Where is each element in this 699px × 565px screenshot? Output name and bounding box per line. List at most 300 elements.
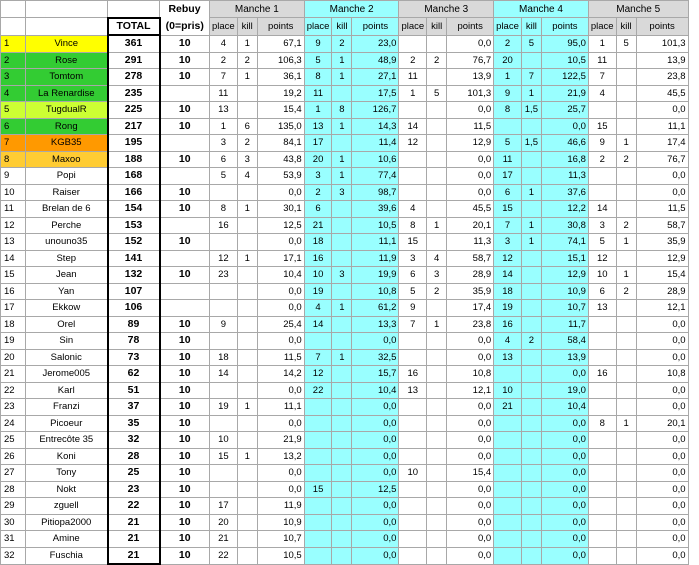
- m5-kill-cell[interactable]: [616, 514, 636, 531]
- m5-points-cell[interactable]: 58,7: [636, 217, 688, 234]
- m3-points-cell[interactable]: 0,0: [447, 448, 494, 465]
- m3-kill-cell[interactable]: [427, 151, 447, 168]
- m1-kill-cell[interactable]: [237, 382, 257, 399]
- m4-kill-cell[interactable]: 1: [521, 184, 541, 201]
- m1-kill-cell[interactable]: [237, 349, 257, 366]
- m5-kill-cell[interactable]: [616, 316, 636, 333]
- rank-cell[interactable]: 30: [1, 514, 26, 531]
- m2-points-cell[interactable]: 13,3: [352, 316, 399, 333]
- m1-kill-cell[interactable]: [237, 217, 257, 234]
- m2-place-cell[interactable]: 22: [304, 382, 332, 399]
- m1-kill-cell[interactable]: 3: [237, 151, 257, 168]
- m1-place-cell[interactable]: 12: [210, 250, 238, 267]
- rank-cell[interactable]: 27: [1, 465, 26, 482]
- m5-place-cell[interactable]: 15: [588, 118, 616, 135]
- m2-place-cell[interactable]: 6: [304, 201, 332, 218]
- m4-points-cell[interactable]: 11,7: [541, 316, 588, 333]
- player-name-cell[interactable]: Perche: [26, 217, 108, 234]
- m3-points-cell[interactable]: 17,4: [447, 300, 494, 317]
- m2-place-cell[interactable]: 21: [304, 217, 332, 234]
- player-name-cell[interactable]: zguell: [26, 498, 108, 515]
- m5-place-cell[interactable]: [588, 102, 616, 119]
- m1-points-cell[interactable]: 0,0: [257, 184, 304, 201]
- m5-kill-cell[interactable]: [616, 465, 636, 482]
- m5-place-cell[interactable]: 2: [588, 151, 616, 168]
- m4-kill-cell[interactable]: [521, 250, 541, 267]
- m4-points-cell[interactable]: 25,7: [541, 102, 588, 119]
- rank-cell[interactable]: 11: [1, 201, 26, 218]
- player-name-cell[interactable]: Vince: [26, 35, 108, 52]
- m5-kill-cell[interactable]: [616, 382, 636, 399]
- m3-kill-cell[interactable]: [427, 399, 447, 416]
- rank-cell[interactable]: 26: [1, 448, 26, 465]
- rank-cell[interactable]: 15: [1, 267, 26, 284]
- m4-points-cell[interactable]: 10,7: [541, 300, 588, 317]
- m3-place-cell[interactable]: [399, 399, 427, 416]
- rank-cell[interactable]: 31: [1, 531, 26, 548]
- player-name-cell[interactable]: Jean: [26, 267, 108, 284]
- m2-place-cell[interactable]: 1: [304, 102, 332, 119]
- total-cell[interactable]: 37: [108, 399, 160, 416]
- player-name-cell[interactable]: Franzi: [26, 399, 108, 416]
- player-name-cell[interactable]: Ekkow: [26, 300, 108, 317]
- m5-kill-cell[interactable]: [616, 498, 636, 515]
- m2-points-cell[interactable]: 0,0: [352, 333, 399, 350]
- m1-place-cell[interactable]: [210, 382, 238, 399]
- m2-place-cell[interactable]: 10: [304, 267, 332, 284]
- m1-place-cell[interactable]: 11: [210, 85, 238, 102]
- rank-cell[interactable]: 23: [1, 399, 26, 416]
- total-cell[interactable]: 21: [108, 547, 160, 564]
- m5-kill-cell[interactable]: [616, 184, 636, 201]
- m2-points-cell[interactable]: 0,0: [352, 432, 399, 449]
- player-name-cell[interactable]: Rong: [26, 118, 108, 135]
- m2-points-cell[interactable]: 61,2: [352, 300, 399, 317]
- m4-points-cell[interactable]: 30,8: [541, 217, 588, 234]
- rank-cell[interactable]: 6: [1, 118, 26, 135]
- m5-place-cell[interactable]: 16: [588, 366, 616, 383]
- m4-points-cell[interactable]: 10,5: [541, 52, 588, 69]
- m2-points-cell[interactable]: 0,0: [352, 465, 399, 482]
- rebuy-cell[interactable]: 10: [160, 382, 210, 399]
- m2-points-cell[interactable]: 48,9: [352, 52, 399, 69]
- m3-kill-cell[interactable]: [427, 547, 447, 564]
- total-cell[interactable]: 278: [108, 69, 160, 86]
- m4-place-cell[interactable]: 13: [494, 349, 522, 366]
- m2-place-cell[interactable]: 7: [304, 349, 332, 366]
- m1-points-cell[interactable]: 10,4: [257, 267, 304, 284]
- m1-place-cell[interactable]: 16: [210, 217, 238, 234]
- rank-cell[interactable]: 21: [1, 366, 26, 383]
- m4-place-cell[interactable]: [494, 531, 522, 548]
- m4-place-cell[interactable]: 1: [494, 69, 522, 86]
- m3-place-cell[interactable]: [399, 102, 427, 119]
- m1-points-cell[interactable]: 21,9: [257, 432, 304, 449]
- m4-points-cell[interactable]: 15,1: [541, 250, 588, 267]
- m3-points-cell[interactable]: 58,7: [447, 250, 494, 267]
- m4-kill-cell[interactable]: 1,5: [521, 135, 541, 152]
- m3-points-cell[interactable]: 23,8: [447, 316, 494, 333]
- m2-place-cell[interactable]: 20: [304, 151, 332, 168]
- rebuy-cell[interactable]: [160, 168, 210, 185]
- m2-place-cell[interactable]: [304, 399, 332, 416]
- m5-place-cell[interactable]: [588, 316, 616, 333]
- m4-place-cell[interactable]: 20: [494, 52, 522, 69]
- m5-kill-cell[interactable]: [616, 52, 636, 69]
- m4-points-cell[interactable]: 21,9: [541, 85, 588, 102]
- m2-place-cell[interactable]: [304, 432, 332, 449]
- rank-cell[interactable]: 14: [1, 250, 26, 267]
- m5-place-cell[interactable]: [588, 382, 616, 399]
- m1-kill-cell[interactable]: [237, 333, 257, 350]
- m5-kill-cell[interactable]: [616, 300, 636, 317]
- rebuy-cell[interactable]: [160, 300, 210, 317]
- m1-place-cell[interactable]: 9: [210, 316, 238, 333]
- rank-cell[interactable]: 10: [1, 184, 26, 201]
- m1-points-cell[interactable]: 11,1: [257, 399, 304, 416]
- m2-points-cell[interactable]: 32,5: [352, 349, 399, 366]
- m4-kill-cell[interactable]: [521, 267, 541, 284]
- m1-place-cell[interactable]: 1: [210, 118, 238, 135]
- m3-points-cell[interactable]: 0,0: [447, 151, 494, 168]
- m5-place-cell[interactable]: [588, 399, 616, 416]
- m2-place-cell[interactable]: [304, 531, 332, 548]
- player-name-cell[interactable]: Karl: [26, 382, 108, 399]
- rebuy-cell[interactable]: 10: [160, 498, 210, 515]
- m4-kill-cell[interactable]: [521, 151, 541, 168]
- rebuy-cell[interactable]: [160, 217, 210, 234]
- rebuy-cell[interactable]: 10: [160, 184, 210, 201]
- m3-points-cell[interactable]: 35,9: [447, 283, 494, 300]
- m3-place-cell[interactable]: 16: [399, 366, 427, 383]
- rank-cell[interactable]: 3: [1, 69, 26, 86]
- m4-points-cell[interactable]: 11,3: [541, 168, 588, 185]
- m4-points-cell[interactable]: 0,0: [541, 366, 588, 383]
- player-name-cell[interactable]: Step: [26, 250, 108, 267]
- m2-kill-cell[interactable]: 3: [332, 267, 352, 284]
- m4-points-cell[interactable]: 58,4: [541, 333, 588, 350]
- m2-place-cell[interactable]: 4: [304, 300, 332, 317]
- m1-place-cell[interactable]: 7: [210, 69, 238, 86]
- m3-kill-cell[interactable]: [427, 69, 447, 86]
- m3-kill-cell[interactable]: [427, 135, 447, 152]
- m2-kill-cell[interactable]: 8: [332, 102, 352, 119]
- m2-place-cell[interactable]: 13: [304, 118, 332, 135]
- m3-points-cell[interactable]: 0,0: [447, 168, 494, 185]
- m2-kill-cell[interactable]: [332, 382, 352, 399]
- total-cell[interactable]: 225: [108, 102, 160, 119]
- m1-kill-cell[interactable]: [237, 234, 257, 251]
- m3-place-cell[interactable]: 9: [399, 300, 427, 317]
- total-cell[interactable]: 28: [108, 448, 160, 465]
- m2-place-cell[interactable]: 2: [304, 184, 332, 201]
- total-cell[interactable]: 361: [108, 35, 160, 52]
- m1-points-cell[interactable]: 36,1: [257, 69, 304, 86]
- m3-kill-cell[interactable]: [427, 432, 447, 449]
- m2-kill-cell[interactable]: [332, 333, 352, 350]
- m3-points-cell[interactable]: 45,5: [447, 201, 494, 218]
- total-cell[interactable]: 107: [108, 283, 160, 300]
- m3-kill-cell[interactable]: [427, 349, 447, 366]
- m5-place-cell[interactable]: 7: [588, 69, 616, 86]
- m4-kill-cell[interactable]: 1: [521, 85, 541, 102]
- m1-place-cell[interactable]: [210, 300, 238, 317]
- m3-kill-cell[interactable]: [427, 465, 447, 482]
- m3-kill-cell[interactable]: [427, 184, 447, 201]
- m1-place-cell[interactable]: [210, 283, 238, 300]
- m4-points-cell[interactable]: 0,0: [541, 514, 588, 531]
- m5-kill-cell[interactable]: [616, 250, 636, 267]
- m3-kill-cell[interactable]: [427, 448, 447, 465]
- m4-place-cell[interactable]: 16: [494, 316, 522, 333]
- m1-kill-cell[interactable]: [237, 283, 257, 300]
- m1-points-cell[interactable]: 0,0: [257, 481, 304, 498]
- m1-kill-cell[interactable]: [237, 300, 257, 317]
- m3-kill-cell[interactable]: [427, 102, 447, 119]
- m4-points-cell[interactable]: 12,9: [541, 267, 588, 284]
- m1-place-cell[interactable]: [210, 415, 238, 432]
- m5-kill-cell[interactable]: 2: [616, 217, 636, 234]
- m2-kill-cell[interactable]: [332, 498, 352, 515]
- m2-points-cell[interactable]: 0,0: [352, 531, 399, 548]
- m4-kill-cell[interactable]: [521, 415, 541, 432]
- m1-kill-cell[interactable]: [237, 415, 257, 432]
- m3-place-cell[interactable]: [399, 415, 427, 432]
- m1-place-cell[interactable]: 8: [210, 201, 238, 218]
- m5-kill-cell[interactable]: [616, 366, 636, 383]
- total-cell[interactable]: 21: [108, 514, 160, 531]
- m3-kill-cell[interactable]: [427, 300, 447, 317]
- m2-kill-cell[interactable]: [332, 85, 352, 102]
- m5-kill-cell[interactable]: [616, 85, 636, 102]
- m1-points-cell[interactable]: 10,5: [257, 547, 304, 564]
- m4-place-cell[interactable]: 4: [494, 333, 522, 350]
- m4-kill-cell[interactable]: [521, 300, 541, 317]
- m4-kill-cell[interactable]: 1,5: [521, 102, 541, 119]
- m2-kill-cell[interactable]: [332, 514, 352, 531]
- m1-place-cell[interactable]: 3: [210, 135, 238, 152]
- total-cell[interactable]: 62: [108, 366, 160, 383]
- m5-place-cell[interactable]: [588, 448, 616, 465]
- m4-place-cell[interactable]: [494, 432, 522, 449]
- m4-place-cell[interactable]: 3: [494, 234, 522, 251]
- m2-place-cell[interactable]: [304, 448, 332, 465]
- m3-place-cell[interactable]: [399, 514, 427, 531]
- rebuy-cell[interactable]: 10: [160, 465, 210, 482]
- m1-kill-cell[interactable]: 2: [237, 52, 257, 69]
- m5-points-cell[interactable]: 101,3: [636, 35, 688, 52]
- m4-kill-cell[interactable]: [521, 349, 541, 366]
- m5-place-cell[interactable]: [588, 184, 616, 201]
- m1-points-cell[interactable]: 106,3: [257, 52, 304, 69]
- m5-place-cell[interactable]: 6: [588, 283, 616, 300]
- rank-cell[interactable]: 7: [1, 135, 26, 152]
- m1-kill-cell[interactable]: [237, 432, 257, 449]
- m3-place-cell[interactable]: [399, 531, 427, 548]
- m1-kill-cell[interactable]: 1: [237, 250, 257, 267]
- m3-place-cell[interactable]: [399, 184, 427, 201]
- m2-place-cell[interactable]: [304, 547, 332, 564]
- rebuy-cell[interactable]: 10: [160, 102, 210, 119]
- rebuy-cell[interactable]: 10: [160, 118, 210, 135]
- m3-place-cell[interactable]: 6: [399, 267, 427, 284]
- m2-kill-cell[interactable]: [332, 531, 352, 548]
- m4-place-cell[interactable]: [494, 547, 522, 564]
- m5-kill-cell[interactable]: [616, 448, 636, 465]
- m5-points-cell[interactable]: 15,4: [636, 267, 688, 284]
- m2-kill-cell[interactable]: [332, 481, 352, 498]
- m3-place-cell[interactable]: [399, 35, 427, 52]
- m2-place-cell[interactable]: [304, 333, 332, 350]
- player-name-cell[interactable]: Jerome005: [26, 366, 108, 383]
- m5-kill-cell[interactable]: 2: [616, 151, 636, 168]
- m1-points-cell[interactable]: 84,1: [257, 135, 304, 152]
- m4-kill-cell[interactable]: [521, 118, 541, 135]
- m5-kill-cell[interactable]: [616, 201, 636, 218]
- m4-place-cell[interactable]: 18: [494, 283, 522, 300]
- m3-kill-cell[interactable]: 1: [427, 217, 447, 234]
- m4-place-cell[interactable]: 21: [494, 399, 522, 416]
- m5-points-cell[interactable]: 12,9: [636, 250, 688, 267]
- m3-place-cell[interactable]: [399, 498, 427, 515]
- m2-points-cell[interactable]: 10,8: [352, 283, 399, 300]
- m2-points-cell[interactable]: 17,5: [352, 85, 399, 102]
- m4-points-cell[interactable]: 0,0: [541, 498, 588, 515]
- m4-place-cell[interactable]: [494, 415, 522, 432]
- player-name-cell[interactable]: unouno35: [26, 234, 108, 251]
- m5-kill-cell[interactable]: [616, 399, 636, 416]
- m3-kill-cell[interactable]: 4: [427, 250, 447, 267]
- m5-place-cell[interactable]: [588, 465, 616, 482]
- m3-kill-cell[interactable]: [427, 498, 447, 515]
- total-cell[interactable]: 106: [108, 300, 160, 317]
- m3-points-cell[interactable]: 0,0: [447, 349, 494, 366]
- player-name-cell[interactable]: Amine: [26, 531, 108, 548]
- rebuy-cell[interactable]: [160, 250, 210, 267]
- m1-place-cell[interactable]: 19: [210, 399, 238, 416]
- m4-place-cell[interactable]: [494, 448, 522, 465]
- rank-cell[interactable]: 13: [1, 234, 26, 251]
- m2-points-cell[interactable]: 0,0: [352, 547, 399, 564]
- m1-kill-cell[interactable]: [237, 531, 257, 548]
- total-cell[interactable]: 152: [108, 234, 160, 251]
- m5-place-cell[interactable]: [588, 168, 616, 185]
- player-name-cell[interactable]: Rose: [26, 52, 108, 69]
- m1-kill-cell[interactable]: 1: [237, 201, 257, 218]
- rank-cell[interactable]: 16: [1, 283, 26, 300]
- total-cell[interactable]: 21: [108, 531, 160, 548]
- m1-points-cell[interactable]: 135,0: [257, 118, 304, 135]
- m1-place-cell[interactable]: [210, 465, 238, 482]
- m3-kill-cell[interactable]: [427, 382, 447, 399]
- m3-kill-cell[interactable]: 3: [427, 267, 447, 284]
- rebuy-cell[interactable]: 10: [160, 432, 210, 449]
- m4-kill-cell[interactable]: [521, 432, 541, 449]
- m3-place-cell[interactable]: 14: [399, 118, 427, 135]
- m2-kill-cell[interactable]: 3: [332, 184, 352, 201]
- m4-kill-cell[interactable]: [521, 498, 541, 515]
- m4-place-cell[interactable]: 8: [494, 102, 522, 119]
- total-cell[interactable]: 32: [108, 432, 160, 449]
- m2-place-cell[interactable]: 11: [304, 85, 332, 102]
- rebuy-cell[interactable]: [160, 135, 210, 152]
- m5-points-cell[interactable]: 0,0: [636, 547, 688, 564]
- m1-kill-cell[interactable]: [237, 267, 257, 284]
- total-cell[interactable]: 188: [108, 151, 160, 168]
- m4-points-cell[interactable]: 12,2: [541, 201, 588, 218]
- m2-points-cell[interactable]: 10,6: [352, 151, 399, 168]
- m1-points-cell[interactable]: 0,0: [257, 234, 304, 251]
- m5-kill-cell[interactable]: [616, 168, 636, 185]
- m3-place-cell[interactable]: [399, 432, 427, 449]
- m3-points-cell[interactable]: 12,9: [447, 135, 494, 152]
- player-name-cell[interactable]: Entrecôte 35: [26, 432, 108, 449]
- m1-place-cell[interactable]: 20: [210, 514, 238, 531]
- player-name-cell[interactable]: Nokt: [26, 481, 108, 498]
- m5-place-cell[interactable]: 10: [588, 267, 616, 284]
- m1-kill-cell[interactable]: 6: [237, 118, 257, 135]
- m1-points-cell[interactable]: 43,8: [257, 151, 304, 168]
- m1-points-cell[interactable]: 0,0: [257, 415, 304, 432]
- m5-place-cell[interactable]: 9: [588, 135, 616, 152]
- m4-place-cell[interactable]: 6: [494, 184, 522, 201]
- m4-place-cell[interactable]: [494, 118, 522, 135]
- m5-points-cell[interactable]: 10,8: [636, 366, 688, 383]
- rank-cell[interactable]: 32: [1, 547, 26, 564]
- m5-points-cell[interactable]: 17,4: [636, 135, 688, 152]
- m1-place-cell[interactable]: 4: [210, 35, 238, 52]
- m3-points-cell[interactable]: 0,0: [447, 498, 494, 515]
- m5-place-cell[interactable]: 1: [588, 35, 616, 52]
- m1-place-cell[interactable]: [210, 481, 238, 498]
- m4-place-cell[interactable]: 19: [494, 300, 522, 317]
- m3-points-cell[interactable]: 15,4: [447, 465, 494, 482]
- rebuy-cell[interactable]: 10: [160, 448, 210, 465]
- m4-kill-cell[interactable]: [521, 448, 541, 465]
- m2-kill-cell[interactable]: 1: [332, 168, 352, 185]
- m4-kill-cell[interactable]: 1: [521, 234, 541, 251]
- m4-kill-cell[interactable]: [521, 481, 541, 498]
- player-name-cell[interactable]: KGB35: [26, 135, 108, 152]
- m4-points-cell[interactable]: 0,0: [541, 448, 588, 465]
- player-name-cell[interactable]: Brelan de 6: [26, 201, 108, 218]
- m5-place-cell[interactable]: [588, 481, 616, 498]
- m5-kill-cell[interactable]: [616, 69, 636, 86]
- m3-points-cell[interactable]: 0,0: [447, 481, 494, 498]
- m5-place-cell[interactable]: 3: [588, 217, 616, 234]
- player-name-cell[interactable]: Raiser: [26, 184, 108, 201]
- m5-kill-cell[interactable]: [616, 481, 636, 498]
- m2-points-cell[interactable]: 0,0: [352, 399, 399, 416]
- m5-place-cell[interactable]: [588, 349, 616, 366]
- total-cell[interactable]: 168: [108, 168, 160, 185]
- player-name-cell[interactable]: Popi: [26, 168, 108, 185]
- m3-points-cell[interactable]: 28,9: [447, 267, 494, 284]
- m3-place-cell[interactable]: 8: [399, 217, 427, 234]
- m5-kill-cell[interactable]: 5: [616, 35, 636, 52]
- m4-points-cell[interactable]: 74,1: [541, 234, 588, 251]
- m2-kill-cell[interactable]: [332, 399, 352, 416]
- m5-points-cell[interactable]: 0,0: [636, 184, 688, 201]
- m3-place-cell[interactable]: 13: [399, 382, 427, 399]
- m1-kill-cell[interactable]: 1: [237, 448, 257, 465]
- rank-cell[interactable]: 1: [1, 35, 26, 52]
- total-cell[interactable]: 23: [108, 481, 160, 498]
- m4-place-cell[interactable]: 11: [494, 151, 522, 168]
- m4-kill-cell[interactable]: 1: [521, 217, 541, 234]
- m1-points-cell[interactable]: 30,1: [257, 201, 304, 218]
- m4-points-cell[interactable]: 0,0: [541, 432, 588, 449]
